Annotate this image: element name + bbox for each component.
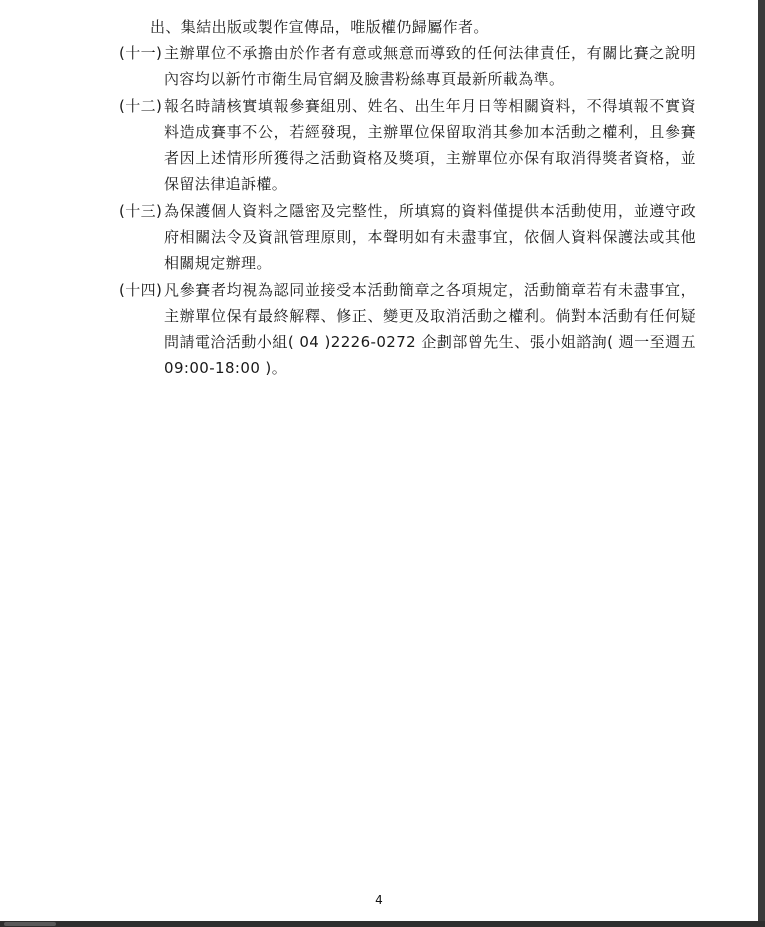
horizontal-scrollbar[interactable] <box>0 921 765 927</box>
page-number: 4 <box>375 893 383 907</box>
item-label: (十二) <box>119 97 163 115</box>
item-label: (十四) <box>119 281 163 299</box>
vertical-scrollbar[interactable] <box>758 0 765 927</box>
item-text: 凡參賽者均視為認同並接受本活動簡章之各項規定，活動簡章若有未盡事宜，主辦單位保有最終解釋、修正、變更及取消活動之權利。倘對本活動有任何疑問請電洽活動小組( 04 )2226-0272 企劃部曾先生、張小姐諮詢( 週一至週五 09:00-18:00 )。 <box>164 281 696 377</box>
scrollbar-thumb[interactable] <box>4 922 56 926</box>
continuation-line: 出、集結出版或製作宣傳品，唯版權仍歸屬作者。 <box>150 18 489 36</box>
item-text: 主辦單位不承擔由於作者有意或無意而導致的任何法律責任，有關比賽之說明內容均以新竹市衛生局官網及臉書粉絲專頁最新所載為準。 <box>164 44 696 88</box>
item-label: (十三) <box>119 202 163 220</box>
item-text: 報名時請核實填報參賽組別、姓名、出生年月日等相關資料，不得填報不實資料造成賽事不公，若經發現，主辦單位保留取消其參加本活動之權利，且參賽者因上述情形所獲得之活動資格及獎項，主辦單位亦保有取消得獎者資格，並保留法律追訴權。 <box>164 97 696 193</box>
item-label: (十一) <box>119 44 163 62</box>
item-text: 為保護個人資料之隱密及完整性，所填寫的資料僅提供本活動使用，並遵守政府相關法令及資訊管理原則，本聲明如有未盡事宜，依個人資料保護法或其他相關規定辦理。 <box>164 202 696 272</box>
